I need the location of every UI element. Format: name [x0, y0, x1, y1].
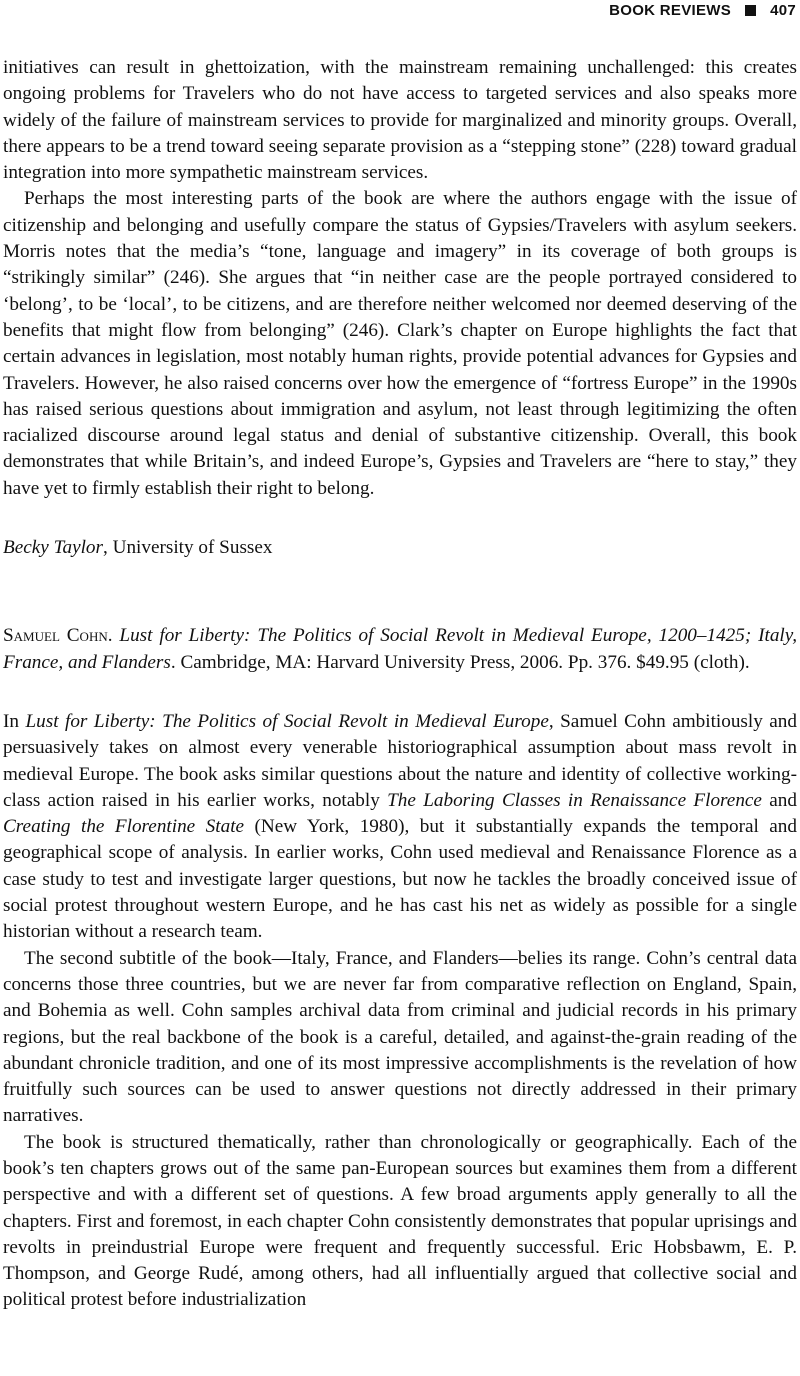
review1-paragraph-1: initiatives can result in ghettoization, with the mainstream remaining unchallenged: this creates ongoing problems for Travelers who do not have access to targeted services and also speaks more widely of the failure of mainstream services to provide for marginalized and minority groups. Overall, there appears to be a trend toward seeing separate provision as a “stepping stone” (228) toward gradual integration into more sympathetic mainstream services.: [3, 57, 797, 184]
review2-p1-text-c: and: [761, 789, 797, 811]
review2-p1-work-2: Creating the Florentine State: [3, 816, 245, 838]
review2-paragraph-2: The second subtitle of the book—Italy, France, and Flanders—belies its range. Cohn’s central data concerns those three countries, but we are never far from comparative reflection on England, Spain, and Bohemia as well. Cohn samples archival data from criminal and judicial records in his primary regions, but the real backbone of the book is a careful, detailed, and against-the-grain reading of the abundant chronicle tradition, and one of its most impressive accomplishments is the revelation of how fruitfully such sources can be used to answer questions not directly addressed in their primary narratives.: [3, 947, 797, 1127]
review2-p1-book-title: Lust for Liberty: The Politics of Social Revolt in Medieval Europe: [25, 710, 549, 732]
page-number: 407: [770, 1, 796, 19]
review2-paragraph-3: The book is structured thematically, rather than chronologically or geographically. Each of the book’s ten chapters grows out of the same pan-European sources but examines them from a different perspective and with a different set of questions. A few broad arguments apply generally to all the chapters. First and foremost, in each chapter Cohn consistently demonstrates that popular uprisings and revolts in preindustrial Europe were frequent and frequently successful. Eric Hobsbawm, E. P. Thompson, and George Rudé, among others, had all influentially argued that collective social and political protest before industrialization: [3, 1131, 797, 1311]
book-citation: [3, 623, 797, 676]
citation-author-separator: .: [107, 625, 120, 647]
reviewer-name: Becky Taylor: [3, 537, 103, 559]
reviewer-signature: [3, 535, 797, 561]
review2-p1-text-d: (New York, 1980), but it substantially expands the temporal and geographical scope of analysis. In earlier works, Cohn used medieval and Renaissance Florence as a case study to test and investigate larger questions, but now he tackles the broadly conceived issue of social protest throughout western Europe, and he has cast his net as widely as possible for a single historian without a research team.: [3, 816, 797, 943]
article-body: [3, 55, 797, 1314]
review2-p1-text-b: , Samuel Cohn ambitiously and persuasively takes on almost every venerable historiographical assumption about mass revolt in medieval Europe. The book asks similar questions about the nature and identity of collective working-class action raised in his earlier works, notably: [3, 710, 797, 811]
running-header: [609, 0, 796, 20]
review2-paragraph-1: [3, 709, 797, 946]
citation-author: Samuel Cohn: [3, 625, 108, 647]
reviewer-affiliation: , University of Sussex: [103, 537, 273, 559]
separator-square-icon: [745, 5, 756, 16]
review2-p1-work-1: The Laboring Classes in Renaissance Florence: [387, 789, 762, 811]
citation-details: . Cambridge, MA: Harvard University Press, 2006. Pp. 376. $49.95 (cloth).: [170, 651, 750, 673]
citation-title: Lust for Liberty: The Politics of Social Revolt in Medieval Europe, 1200–1425; Italy, France, and Flanders: [3, 625, 798, 673]
section-title: BOOK REVIEWS: [609, 1, 732, 19]
review1-paragraph-2: Perhaps the most interesting parts of the book are where the authors engage with the issue of citizenship and belonging and usefully compare the status of Gypsies/Travelers with asylum seekers. Morris notes that the media’s “tone, language and imagery” in its coverage of both groups is “strikingly similar” (246). She argues that “in neither case are the people portrayed considered to ‘belong’, to be ‘local’, to be citizens, and are therefore neither welcomed nor deemed deserving of the benefits that might flow from belonging” (246). Clark’s chapter on Europe highlights the fact that certain advances in legislation, most notably human rights, provide potential advances for Gypsies and Travelers. However, he also raised concerns over how the emergence of “fortress Europe” in the 1990s has raised serious questions about immigration and asylum, not least through legitimizing the often racialized discourse around legal status and denial of substantive citizenship. Overall, this book demonstrates that while Britain’s, and indeed Europe’s, Gypsies and Travelers are “here to stay,” they have yet to firmly establish their right to belong.: [3, 188, 797, 499]
review2-p1-text-a: In: [3, 710, 26, 732]
